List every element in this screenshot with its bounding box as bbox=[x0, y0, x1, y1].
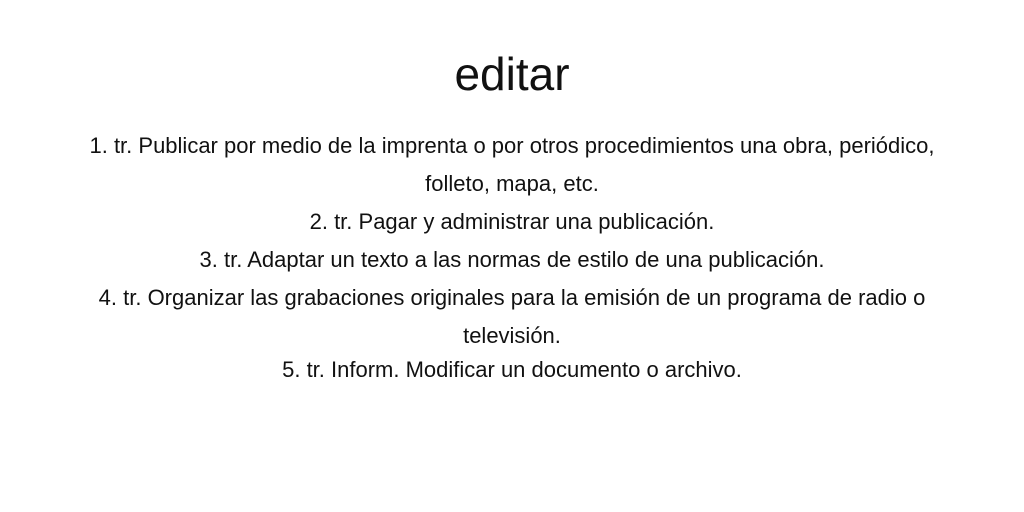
definition-item: 4. tr. Organizar las grabaciones originales para la emisión de un programa de radio o televisión. bbox=[98, 285, 926, 348]
definition-item: 5. tr. Inform. Modificar un documento o archivo. bbox=[282, 357, 742, 382]
definition-item: 2. tr. Pagar y administrar una publicación. bbox=[309, 209, 715, 234]
definition-item: 1. tr. Publicar por medio de la imprenta o por otros procedimientos una obra, periódico, folleto, mapa, etc. bbox=[89, 133, 935, 196]
definition-list bbox=[70, 127, 954, 389]
entry-word: editar bbox=[454, 48, 570, 100]
definition-item: 3. tr. Adaptar un texto a las normas de estilo de una publicación. bbox=[199, 247, 825, 272]
